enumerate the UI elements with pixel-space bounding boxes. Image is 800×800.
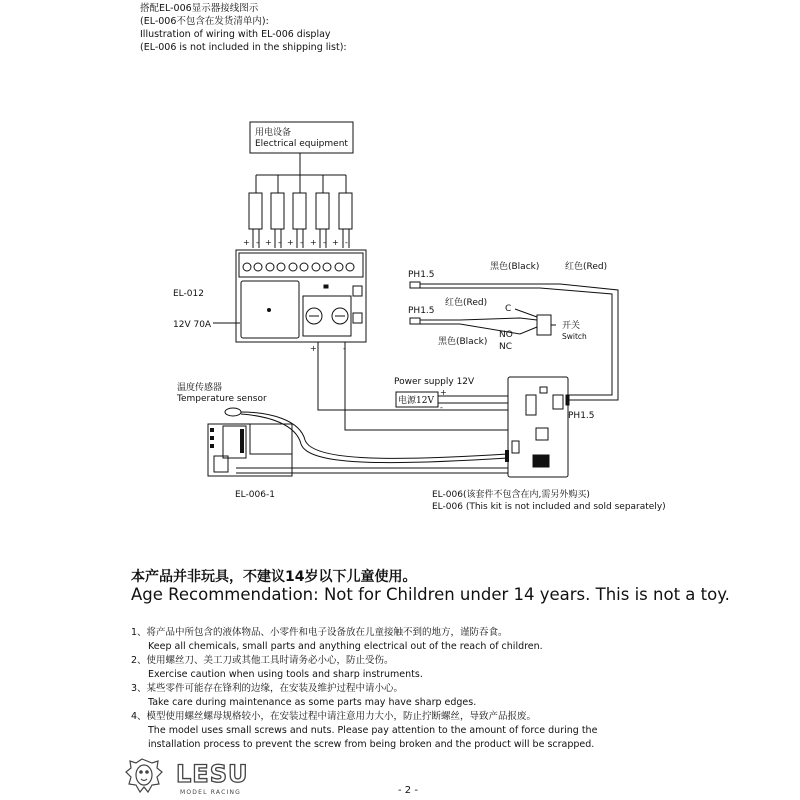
age-warning-cn: 本产品并非玩具，不建议14岁以下儿童使用。 [131,569,417,585]
note-2-en: Exercise caution when using tools and sharp instruments. [148,669,423,680]
note-1-cn: 1、将产品中所包含的液体物品、小零件和电子设备放在儿童接触不到的地方，谨防吞食。 [131,627,508,638]
minus-label: - [256,238,259,247]
temp-sensor-label-cn: 温度传感器 [177,383,223,393]
switch-body [537,315,551,335]
plus-label: + [332,238,339,247]
header-line-2: (EL-006不包含在发货清单内): [140,16,269,27]
power-box-label: 电源12V [398,396,434,406]
switch-label-cn: 开关 [562,321,581,331]
ph15-label-c: PH1.5 [568,411,595,421]
v12-70a-label: 12V 70A [173,320,212,330]
red-wire-label-mid: 红色(Red) [445,298,488,308]
el006-label-en: EL-006 (This kit is not included and sold separately) [432,502,666,512]
power-supply-label: Power supply 12V [394,377,475,387]
plus-label: + [310,344,317,353]
ph15-label-b: PH1.5 [408,306,435,316]
plus-label: + [440,388,447,397]
note-4-en: The model uses small screws and nuts. Please pay attention to the amount of force during the [148,725,598,736]
red-wire-label: 红色(Red) [565,262,608,272]
el006-label-cn: EL-006(该套件不包含在内,需另外购买) [432,490,590,500]
note-2-cn: 2、使用螺丝刀、美工刀或其他工具时请务必小心，防止受伤。 [131,655,394,666]
minus-label: - [440,403,443,412]
minus-label: - [278,238,281,247]
plus-label: + [310,238,317,247]
equipment-label-cn: 用电设备 [255,128,292,138]
el012-label: EL-012 [173,289,204,299]
note-3-cn: 3、某些零件可能存在锋利的边缘，在安装及维护过程中请小心。 [131,683,404,694]
header-line-4: (EL-006 is not included in the shipping list): [140,42,347,53]
page-number: - 2 - [398,785,418,796]
header-line-3: Illustration of wiring with EL-006 display [140,29,331,40]
note-4-cn: 4、模型使用螺丝螺母规格较小，在安装过程中请注意用力大小，防止拧断螺丝，导致产品报废。 [131,711,537,722]
age-warning-en: Age Recommendation: Not for Children under 14 years. This is not a toy. [131,585,730,604]
note-3-en: Take care during maintenance as some parts may have sharp edges. [148,697,477,708]
switch-c-label: C [505,304,512,314]
plus-label: + [287,238,294,247]
header-line-1: 搭配EL-006显示器接线图示 [140,3,259,14]
minus-label: - [323,238,326,247]
el0061-label: EL-006-1 [235,490,275,500]
plus-label: + [243,238,250,247]
brand-subtitle: MODEL RACING [180,789,241,796]
minus-label: - [300,238,303,247]
brand-name: LESU [176,760,249,788]
minus-label: - [343,344,346,353]
switch-label-en: Switch [562,332,587,341]
ph15-label-a: PH1.5 [408,270,435,280]
terminal-screws [243,263,354,271]
lion-icon [126,759,162,792]
lesu-logo [122,755,262,797]
switch-nc-label: NC [499,342,513,352]
note-4-en-2: installation process to prevent the screw from being broken and the product will be scrapped. [148,739,595,750]
note-1-en: Keep all chemicals, small parts and anything electrical out of the reach of children. [148,641,543,652]
switch-no-label: NO [499,330,513,340]
black-wire-label-mid: 黑色(Black) [438,337,488,347]
minus-label: - [345,238,348,247]
black-wire-label: 黑色(Black) [490,262,540,272]
temp-sensor-label-en: Temperature sensor [177,394,267,404]
equipment-label-en: Electrical equipment [255,139,348,149]
plus-label: + [265,238,272,247]
